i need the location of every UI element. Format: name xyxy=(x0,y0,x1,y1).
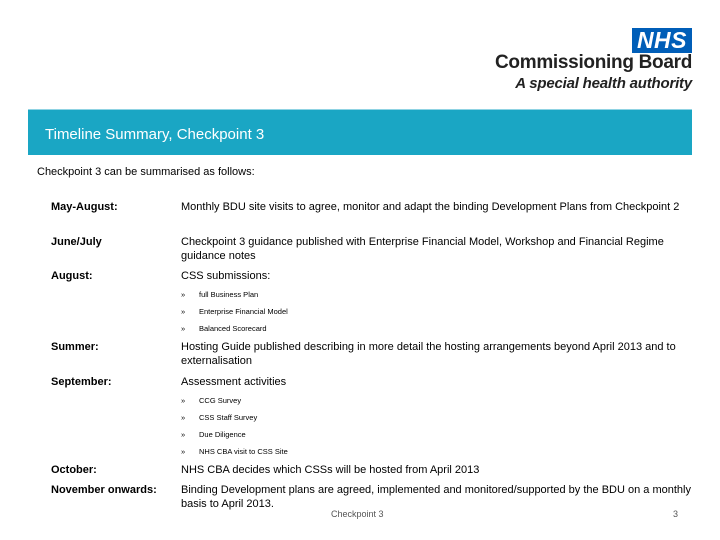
timeline-description: Assessment activities xyxy=(181,376,287,388)
timeline-label: October: xyxy=(51,464,97,476)
timeline-description: Hosting Guide published describing in more detail the hosting arrangements beyond April 2013 and to externalisation xyxy=(181,341,676,367)
timeline-label: August: xyxy=(51,270,93,282)
bullet-marker: » xyxy=(181,290,186,299)
bullet-item xyxy=(181,447,288,456)
timeline-description: CSS submissions: xyxy=(181,270,271,282)
title-banner xyxy=(28,109,692,155)
bullet-item xyxy=(181,430,246,439)
bullet-text: CCG Survey xyxy=(199,396,242,405)
bullet-marker: » xyxy=(181,430,186,439)
timeline-description: NHS CBA decides which CSSs will be hosted from April 2013 xyxy=(181,464,480,476)
page-number: 3 xyxy=(673,509,679,519)
bullet-marker: » xyxy=(181,307,186,316)
bullet-item xyxy=(181,413,257,422)
timeline-description: Binding Development plans are agreed, implemented and monitored/supported by the BDU on a monthly basis to April 2013. xyxy=(181,484,691,510)
timeline-label: September: xyxy=(51,376,112,388)
nhs-logo-mark: NHS xyxy=(632,28,692,53)
bullet-text: Due Diligence xyxy=(199,430,246,439)
bullet-text: full Business Plan xyxy=(199,290,259,299)
timeline-label: June/July xyxy=(51,236,102,248)
bullet-text: Enterprise Financial Model xyxy=(199,307,288,316)
timeline-label: Summer: xyxy=(51,341,99,353)
bullet-item xyxy=(181,307,288,316)
bullet-text: NHS CBA visit to CSS Site xyxy=(199,447,288,456)
bullet-item xyxy=(181,324,267,333)
bullet-marker: » xyxy=(181,324,186,333)
timeline-label: November onwards: xyxy=(51,484,157,496)
bullet-text: Balanced Scorecard xyxy=(199,324,267,333)
timeline-label: May-August: xyxy=(51,201,118,213)
timeline-description: Checkpoint 3 guidance published with Enterprise Financial Model, Workshop and Financial Regime guidance notes xyxy=(181,236,664,262)
page-title: Timeline Summary, Checkpoint 3 xyxy=(45,126,265,143)
nhs-logo xyxy=(492,28,692,94)
logo-organisation-name: Commissioning Board xyxy=(495,52,692,73)
timeline-description: Monthly BDU site visits to agree, monitor and adapt the binding Development Plans from Checkpoint 2 xyxy=(181,201,680,213)
footer-label: Checkpoint 3 xyxy=(331,509,384,519)
logo-tagline: A special health authority xyxy=(515,75,692,92)
bullet-marker: » xyxy=(181,413,186,422)
bullet-marker: » xyxy=(181,447,186,456)
bullet-text: CSS Staff Survey xyxy=(199,413,258,422)
intro-text: Checkpoint 3 can be summarised as follows: xyxy=(37,166,255,178)
bullet-item xyxy=(181,396,241,405)
bullet-marker: » xyxy=(181,396,186,405)
bullet-item xyxy=(181,290,258,299)
